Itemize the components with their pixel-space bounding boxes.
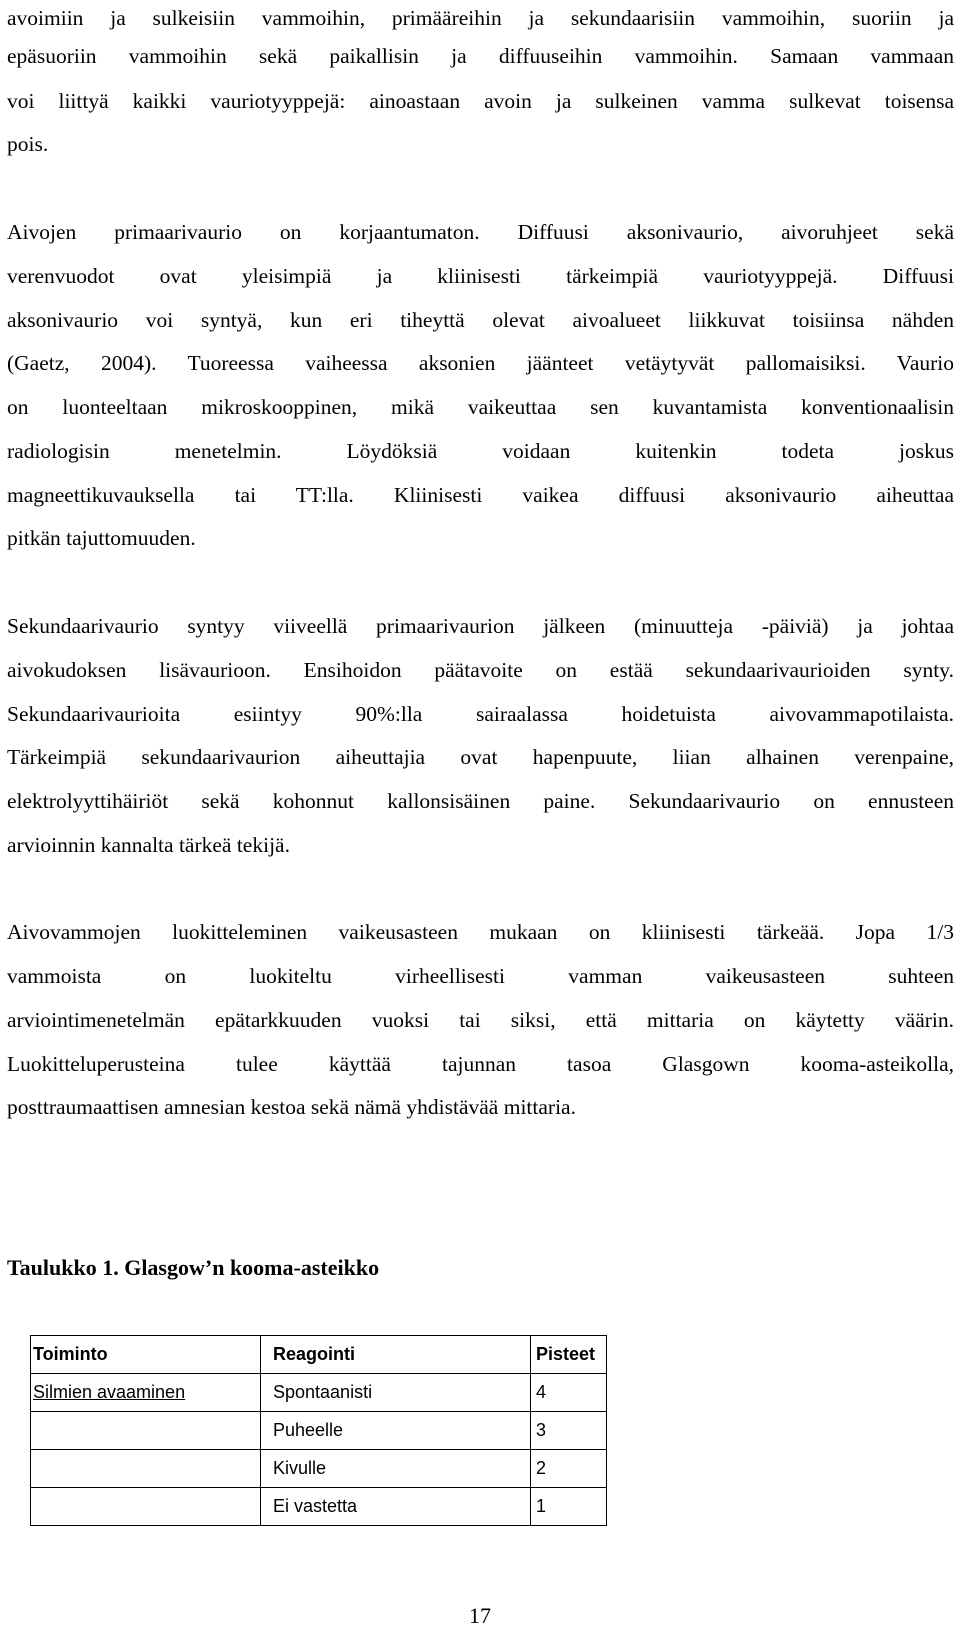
table-caption: Taulukko 1. Glasgow’n kooma-asteikko [7,1255,380,1280]
table-row [31,1488,607,1526]
text-line: (Gaetz, 2004). Tuoreessa vaiheessa aksonien jäänteet vetäytyvät pallomaisiksi. Vaurio [7,351,954,375]
table-row [31,1412,607,1450]
table-header-cell: Reagointi [261,1336,531,1374]
table-cell: 3 [531,1412,607,1450]
text-line: pitkän tajuttomuuden. [7,526,196,550]
table-cell: 4 [531,1374,607,1412]
text-line: arviointimenetelmän epätarkkuuden vuoksi tai siksi, että mittaria on käytetty väärin. [7,1008,954,1032]
text-line: aivokudoksen lisävaurioon. Ensihoidon päätavoite on estää sekundaarivaurioiden synty. [7,658,954,682]
text-line: Aivojen primaarivaurio on korjaantumaton. Diffuusi aksonivaurio, aivoruhjeet sekä [7,220,954,244]
text-line: verenvuodot ovat yleisimpiä ja kliinisesti tärkeimpiä vauriotyyppejä. Diffuusi [7,264,954,288]
table-cell: Ei vastetta [261,1488,531,1526]
text-line: Sekundaarivaurio syntyy viiveellä primaarivaurion jälkeen (minuutteja -päiviä) ja johtaa [7,614,954,638]
table-cell: 2 [531,1450,607,1488]
text-line: vammoista on luokiteltu virheellisesti vamman vaikeusasteen suhteen [7,964,954,988]
table-row [31,1450,607,1488]
glasgow-coma-scale-table [30,1335,607,1526]
table-cell [31,1412,261,1450]
table-cell [31,1450,261,1488]
table-header-cell: Pisteet [531,1336,607,1374]
function-label: Silmien avaaminen [33,1382,186,1402]
table-row [31,1374,607,1412]
text-line: elektrolyyttihäiriöt sekä kohonnut kallonsisäinen paine. Sekundaarivaurio on ennusteen [7,789,954,813]
text-line: Sekundaarivaurioita esiintyy 90%:lla sairaalassa hoidetuista aivovammapotilaista. [7,702,954,726]
table-cell: Puheelle [261,1412,531,1450]
text-line: Aivovammojen luokitteleminen vaikeusasteen mukaan on kliinisesti tärkeää. Jopa 1/3 [7,920,954,944]
text-line: Luokitteluperusteina tulee käyttää tajunnan tasoa Glasgown kooma-asteikolla, [7,1052,954,1076]
table-cell: 1 [531,1488,607,1526]
text-line: Tärkeimpiä sekundaarivaurion aiheuttajia ovat hapenpuute, liian alhainen verenpaine, [7,745,954,769]
table-cell: Kivulle [261,1450,531,1488]
table-header-row [31,1336,607,1374]
table-header-cell: Toiminto [31,1336,261,1374]
page-number: 17 [469,1603,491,1628]
text-line: epäsuoriin vammoihin sekä paikallisin ja diffuuseihin vammoihin. Samaan vammaan [7,44,954,68]
text-line: pois. [7,132,49,156]
text-line: voi liittyä kaikki vauriotyyppejä: ainoastaan avoin ja sulkeinen vamma sulkevat toisensa [7,89,954,113]
text-line: radiologisin menetelmin. Löydöksiä voidaan kuitenkin todeta joskus [7,439,954,463]
table-cell [31,1488,261,1526]
table-cell: Spontaanisti [261,1374,531,1412]
table-cell [31,1374,261,1412]
text-line: avoimiin ja sulkeisiin vammoihin, primääreihin ja sekundaarisiin vammoihin, suoriin ja [7,6,954,30]
text-line: posttraumaattisen amnesian kestoa sekä nämä yhdistävää mittaria. [7,1095,576,1119]
text-line: on luonteeltaan mikroskooppinen, mikä vaikeuttaa sen kuvantamista konventionaalisin [7,395,954,419]
text-line: aksonivaurio voi syntyä, kun eri tiheyttä olevat aivoalueet liikkuvat toisiinsa nähden [7,308,954,332]
text-line: arvioinnin kannalta tärkeä tekijä. [7,833,290,857]
text-line: magneettikuvauksella tai TT:lla. Kliinisesti vaikea diffuusi aksonivaurio aiheuttaa [7,483,954,507]
